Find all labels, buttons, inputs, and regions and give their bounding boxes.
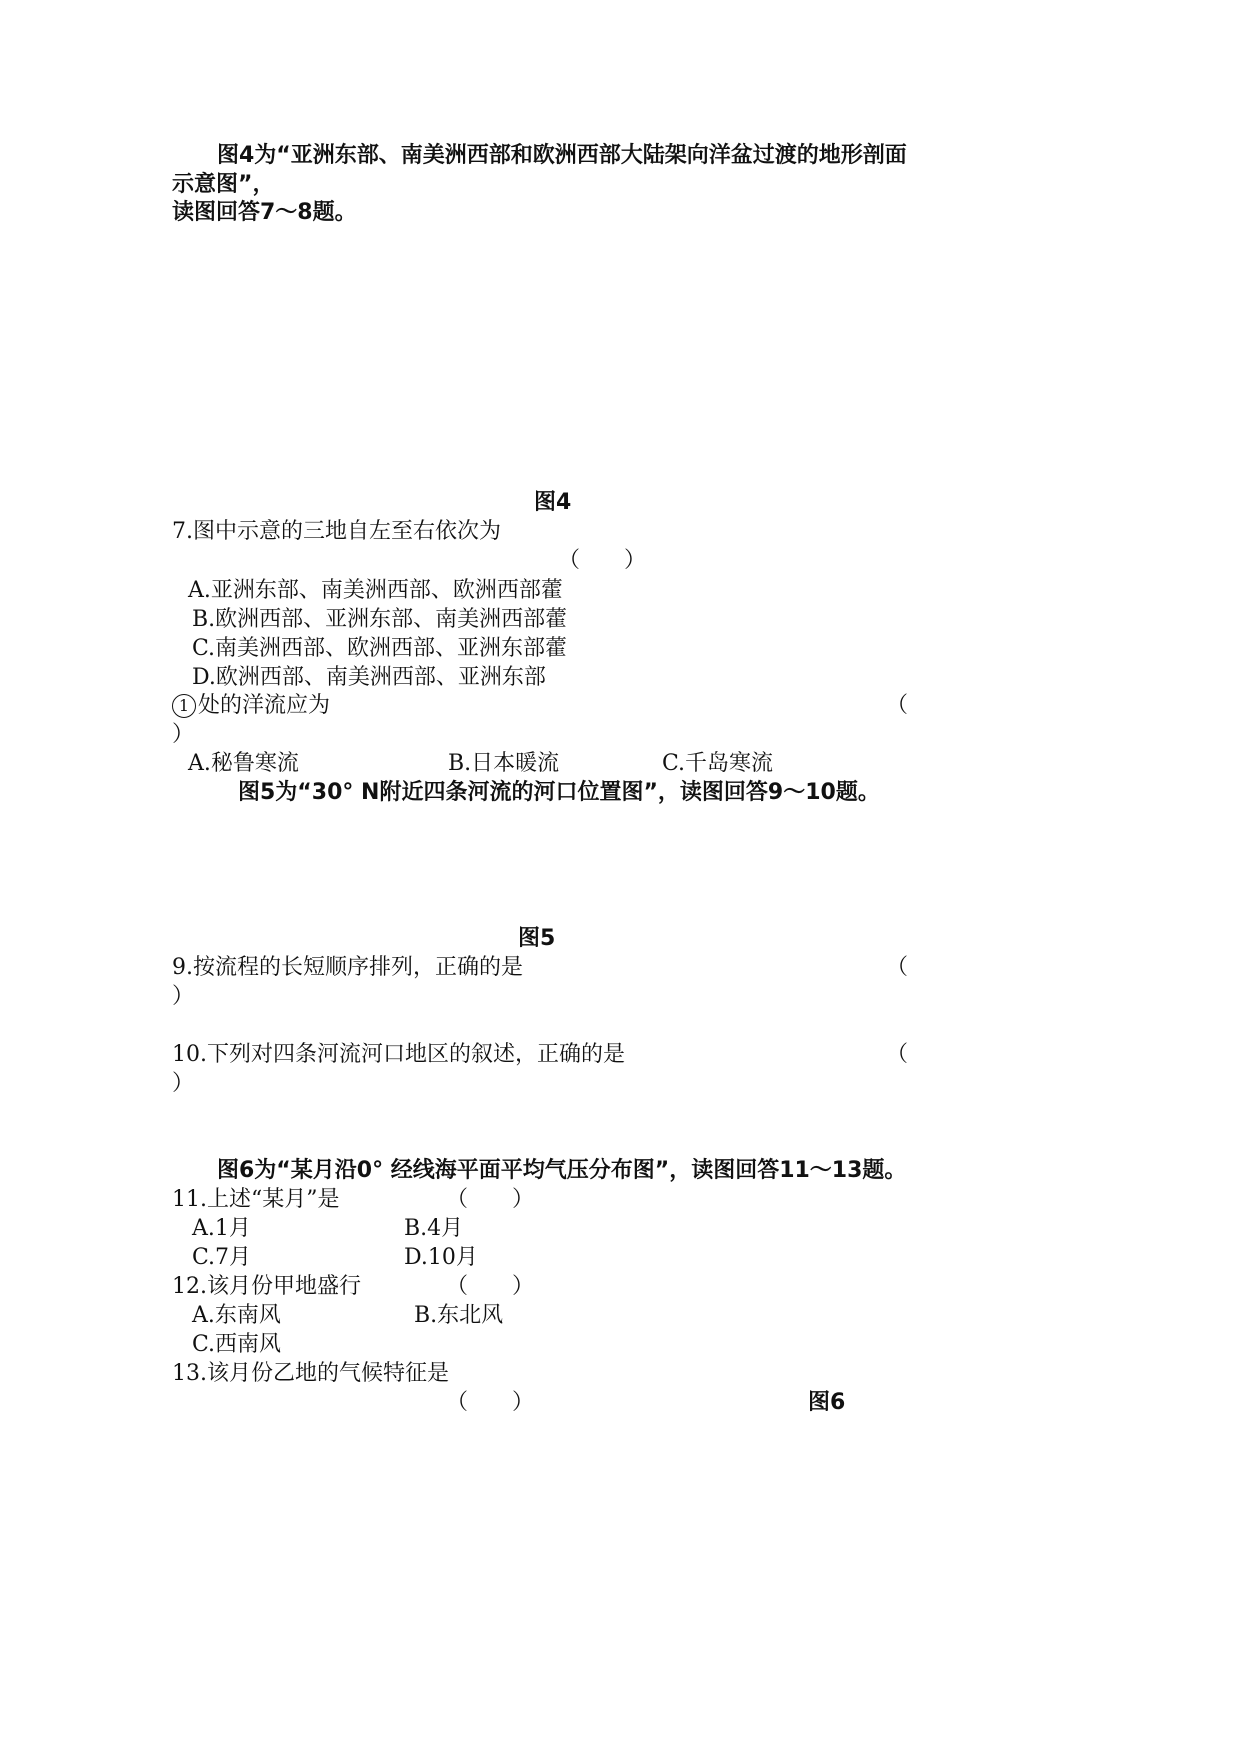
q11-option-a: A.1月	[192, 1216, 251, 1241]
q12-answer-bracket: （ ）	[446, 1274, 535, 1299]
q10-bracket-open: （	[886, 1042, 909, 1067]
fig4-intro-line3: 读图回答7～8题。	[172, 200, 357, 225]
q7-option-b: B.欧洲西部、亚洲东部、南美洲西部藿	[192, 607, 568, 632]
fig4-intro-line2: 示意图”，	[172, 172, 275, 197]
q13-answer-bracket: （ ）	[446, 1390, 535, 1415]
q9-stem: 9.按流程的长短顺序排列，正确的是	[172, 955, 523, 980]
fig5-caption: 图5	[518, 926, 556, 951]
q9-bracket-open: （	[886, 955, 909, 980]
fig6-intro: 图6为“某月沿0° 经线海平面平均气压分布图”，读图回答11～13题。	[217, 1158, 907, 1183]
circled-number-marker: 1	[172, 694, 196, 718]
q8-option-c: C.千岛寒流	[662, 751, 774, 776]
q12-stem: 12.该月份甲地盛行	[172, 1274, 361, 1299]
q8-bracket-open: （	[886, 693, 909, 718]
q11-option-d: D.10月	[404, 1245, 478, 1270]
q7-option-d: D.欧洲西部、南美洲西部、亚洲东部	[192, 665, 546, 690]
q12-option-c: C.西南风	[192, 1332, 282, 1357]
q11-option-b: B.4月	[404, 1216, 464, 1241]
q10-stem: 10.下列对四条河流河口地区的叙述，正确的是	[172, 1042, 625, 1067]
q9-bracket-close: ）	[172, 984, 195, 1009]
fig6-caption: 图6	[808, 1390, 846, 1415]
q7-option-c: C.南美洲西部、欧洲西部、亚洲东部藿	[192, 636, 568, 661]
q12-option-a: A.东南风	[192, 1303, 281, 1328]
q13-stem: 13.该月份乙地的气候特征是	[172, 1361, 449, 1386]
q7-option-a: A.亚洲东部、南美洲西部、欧洲西部藿	[188, 578, 563, 603]
q11-option-c: C.7月	[192, 1245, 252, 1270]
q7-answer-bracket: （ ）	[558, 548, 647, 573]
q10-bracket-close: ）	[172, 1071, 195, 1096]
q8-stem-line	[172, 692, 330, 720]
fig4-caption: 图4	[534, 490, 572, 515]
q12-option-b: B.东北风	[414, 1303, 504, 1328]
q8-bracket-close: ）	[172, 722, 195, 747]
fig5-intro: 图5为“30° N附近四条河流的河口位置图”，读图回答9～10题。	[238, 780, 880, 805]
fig4-intro-line1: 图4为“亚洲东部、南美洲西部和欧洲西部大陆架向洋盆过渡的地形剖面	[217, 143, 907, 168]
q8-option-a: A.秘鲁寒流	[188, 751, 299, 776]
q8-stem: 处的洋流应为	[198, 693, 331, 718]
q11-answer-bracket: （ ）	[446, 1187, 535, 1212]
q8-option-b: B.日本暖流	[448, 751, 560, 776]
q7-stem: 7.图中示意的三地自左至右依次为	[172, 519, 501, 544]
q11-stem: 11.上述“某月”是	[172, 1187, 340, 1212]
